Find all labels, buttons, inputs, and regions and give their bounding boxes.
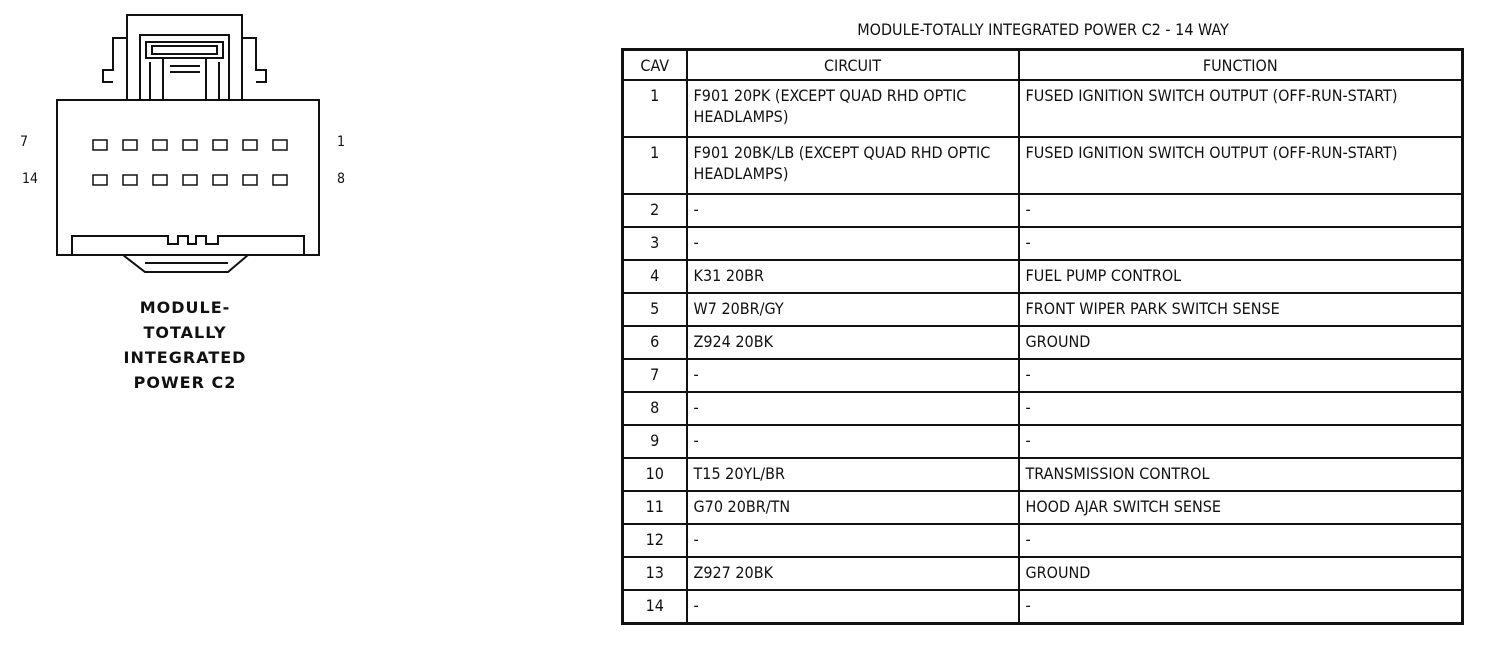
cell-cav: 13 bbox=[623, 557, 687, 590]
table-row bbox=[623, 524, 1463, 557]
caption-line: TOTALLY bbox=[143, 323, 227, 342]
cell-function: - bbox=[1019, 425, 1463, 458]
table-row bbox=[623, 326, 1463, 359]
cavity-row-top bbox=[93, 140, 287, 150]
cell-circuit: W7 20BR/GY bbox=[687, 293, 1019, 326]
cell-cav: 14 bbox=[623, 590, 687, 624]
cell-circuit: - bbox=[687, 392, 1019, 425]
cell-circuit: G70 20BR/TN bbox=[687, 491, 1019, 524]
cell-circuit: - bbox=[687, 194, 1019, 227]
pinout-table bbox=[621, 48, 1464, 625]
connector-body bbox=[57, 100, 319, 255]
cell-function: - bbox=[1019, 590, 1463, 624]
table-row bbox=[623, 359, 1463, 392]
table-row bbox=[623, 80, 1463, 137]
cell-function: FRONT WIPER PARK SWITCH SENSE bbox=[1019, 293, 1463, 326]
pin-label-bottom-left: 14 bbox=[22, 171, 39, 187]
cell-circuit: Z924 20BK bbox=[687, 326, 1019, 359]
cell-cav: 6 bbox=[623, 326, 687, 359]
caption-line: POWER C2 bbox=[133, 373, 237, 392]
table-row bbox=[623, 425, 1463, 458]
pin-label-bottom-right: 8 bbox=[337, 171, 346, 187]
cell-cav: 10 bbox=[623, 458, 687, 491]
caption-line: MODULE- bbox=[139, 298, 231, 317]
cell-cav: 7 bbox=[623, 359, 687, 392]
connector-latch bbox=[103, 15, 266, 100]
cell-cav: 5 bbox=[623, 293, 687, 326]
cavity-row-bottom bbox=[93, 175, 287, 185]
cell-circuit: - bbox=[687, 590, 1019, 624]
table-row bbox=[623, 557, 1463, 590]
table-row bbox=[623, 293, 1463, 326]
cell-function: - bbox=[1019, 194, 1463, 227]
cell-circuit: - bbox=[687, 425, 1019, 458]
cell-function: GROUND bbox=[1019, 326, 1463, 359]
cell-function: - bbox=[1019, 227, 1463, 260]
cell-cav: 12 bbox=[623, 524, 687, 557]
header-cav: CAV bbox=[623, 50, 687, 81]
cell-cav: 1 bbox=[623, 137, 687, 194]
cell-cav: 2 bbox=[623, 194, 687, 227]
cell-function: FUEL PUMP CONTROL bbox=[1019, 260, 1463, 293]
table-row bbox=[623, 260, 1463, 293]
table-row bbox=[623, 590, 1463, 624]
table-header-row bbox=[623, 50, 1463, 81]
cell-function: FUSED IGNITION SWITCH OUTPUT (OFF-RUN-START) bbox=[1019, 137, 1463, 194]
cell-cav: 3 bbox=[623, 227, 687, 260]
header-circuit: CIRCUIT bbox=[687, 50, 1019, 81]
cell-circuit: F901 20BK/LB (EXCEPT QUAD RHD OPTIC HEADLAMPS) bbox=[687, 137, 1019, 194]
cell-cav: 9 bbox=[623, 425, 687, 458]
table-row bbox=[623, 227, 1463, 260]
cell-circuit: - bbox=[687, 524, 1019, 557]
cell-cav: 4 bbox=[623, 260, 687, 293]
cell-circuit: K31 20BR bbox=[687, 260, 1019, 293]
table-title: MODULE-TOTALLY INTEGRATED POWER C2 - 14 WAY bbox=[857, 20, 1229, 39]
cell-function: HOOD AJAR SWITCH SENSE bbox=[1019, 491, 1463, 524]
cell-circuit: F901 20PK (EXCEPT QUAD RHD OPTIC HEADLAMPS) bbox=[687, 80, 1019, 137]
cell-cav: 1 bbox=[623, 80, 687, 137]
cell-circuit: - bbox=[687, 359, 1019, 392]
cell-circuit: Z927 20BK bbox=[687, 557, 1019, 590]
cell-function: GROUND bbox=[1019, 557, 1463, 590]
table-row bbox=[623, 491, 1463, 524]
caption-line: INTEGRATED bbox=[123, 348, 247, 367]
cell-cav: 11 bbox=[623, 491, 687, 524]
cell-function: FUSED IGNITION SWITCH OUTPUT (OFF-RUN-START) bbox=[1019, 80, 1463, 137]
pin-label-top-right: 1 bbox=[337, 134, 346, 150]
table-row bbox=[623, 194, 1463, 227]
connector-caption bbox=[95, 295, 275, 395]
cell-function: - bbox=[1019, 524, 1463, 557]
header-function: FUNCTION bbox=[1019, 50, 1463, 81]
cell-function: - bbox=[1019, 359, 1463, 392]
table-row bbox=[623, 458, 1463, 491]
cell-circuit: T15 20YL/BR bbox=[687, 458, 1019, 491]
table-row bbox=[623, 392, 1463, 425]
pin-label-top-left: 7 bbox=[20, 134, 29, 150]
cell-cav: 8 bbox=[623, 392, 687, 425]
cell-circuit: - bbox=[687, 227, 1019, 260]
cell-function: TRANSMISSION CONTROL bbox=[1019, 458, 1463, 491]
table-row bbox=[623, 137, 1463, 194]
cell-function: - bbox=[1019, 392, 1463, 425]
